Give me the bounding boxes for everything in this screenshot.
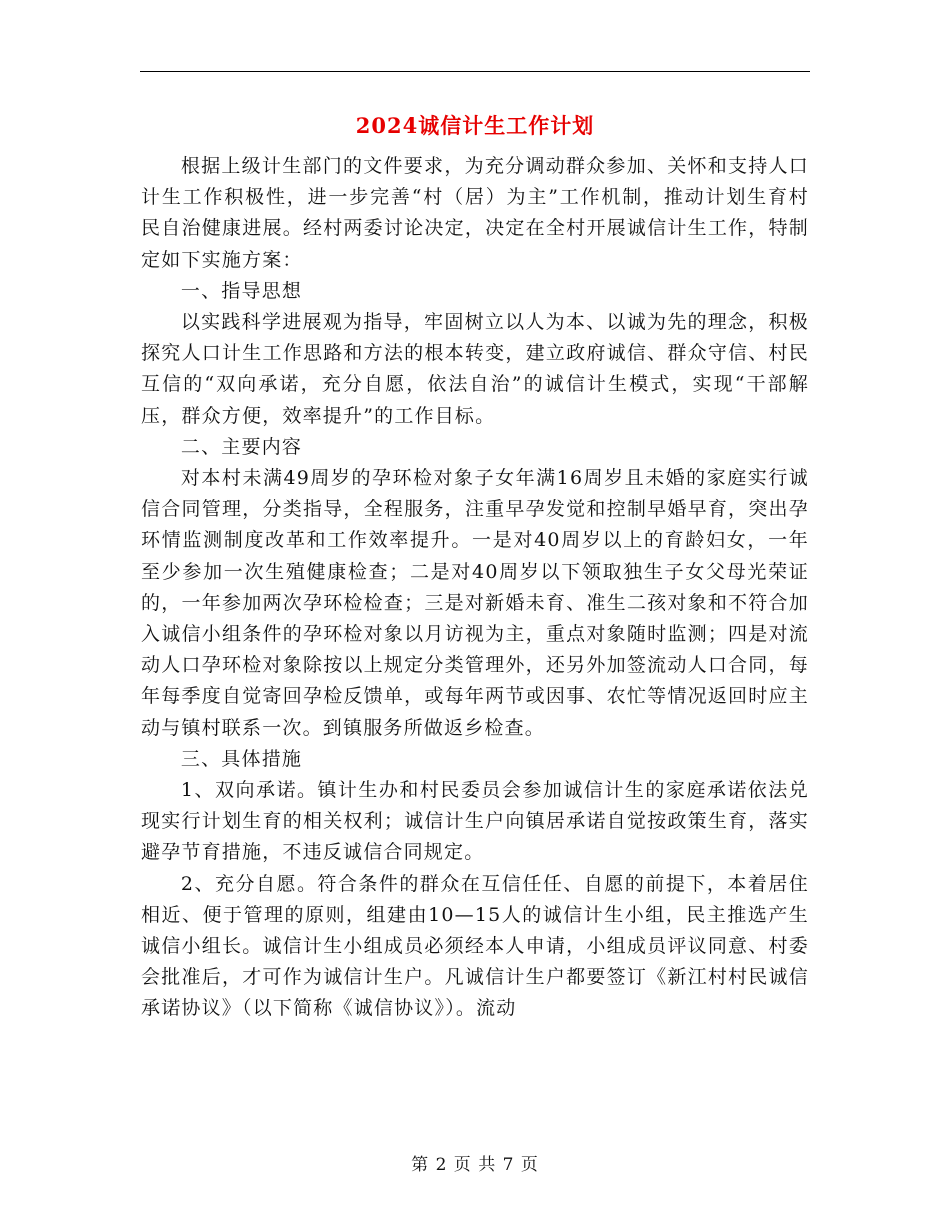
page-number: 第 2 页 共 7 页	[411, 1155, 539, 1175]
section-heading-guiding-ideology: 一、指导思想	[180, 279, 303, 302]
measure-2-paragraph: 2、充分自愿。符合条件的群众在互信任任、自愿的前提下，本着居住相近、便于管理的原则，组建由10—15人的诚信计生小组，民主推选产生诚信小组长。诚信计生小组成员必须经本人申请，小组成员评议同意、村委会批准后，才可作为诚信计生户。凡诚信计生户都要签订《新江村村民诚信承诺协议》（以下简称《诚信协议》）。流动	[141, 872, 809, 1020]
guiding-ideology-paragraph: 以实践科学进展观为指导，牢固树立以人为本、以诚为先的理念，积极探究人口计生工作思路和方法的根本转变，建立政府诚信、群众守信、村民互信的“双向承诺，充分自愿，依法自治”的诚信计生模式，实现“干部解压，群众方便，效率提升”的工作目标。	[141, 311, 809, 427]
measure-1-paragraph: 1、双向承诺。镇计生办和村民委员会参加诚信计生的家庭承诺依法兑现实行计划生育的相关权利；诚信计生户向镇居承诺自觉按政策生育，落实避孕节育措施，不违反诚信合同规定。	[141, 779, 809, 864]
document-body	[141, 151, 809, 1025]
section-heading-main-content: 二、主要内容	[180, 435, 303, 458]
main-content-paragraph: 对本村未满49周岁的孕环检对象子女年满16周岁且未婚的家庭实行诚信合同管理，分类指导，全程服务，注重早孕发觉和控制早婚早育，突出孕环情监测制度改革和工作效率提升。一是对40周岁以上的育龄妇女，一年至少参加一次生殖健康检查；二是对40周岁以下领取独生子女父母光荣证的，一年参加两次孕环检检查；三是对新婚未育、准生二孩对象和不符合加入诚信小组条件的孕环检对象以月访视为主，重点对象随时监测；四是对流动人口孕环检对象除按以上规定分类管理外，还另外加签流动人口合同，每年每季度自觉寄回孕检反馈单，或每年两节或因事、农忙等情况返回时应主动与镇村联系一次。到镇服务所做返乡检查。	[141, 467, 809, 739]
header-rule	[140, 71, 810, 72]
intro-paragraph: 根据上级计生部门的文件要求，为充分调动群众参加、关怀和支持人口计生工作积极性，进一步完善“村（居）为主”工作机制，推动计划生育村民自治健康进展。经村两委讨论决定，决定在全村开展诚信计生工作，特制定如下实施方案：	[141, 155, 809, 271]
document-title: 2024诚信计生工作计划	[355, 113, 595, 138]
section-heading-specific-measures: 三、具体措施	[180, 747, 303, 770]
